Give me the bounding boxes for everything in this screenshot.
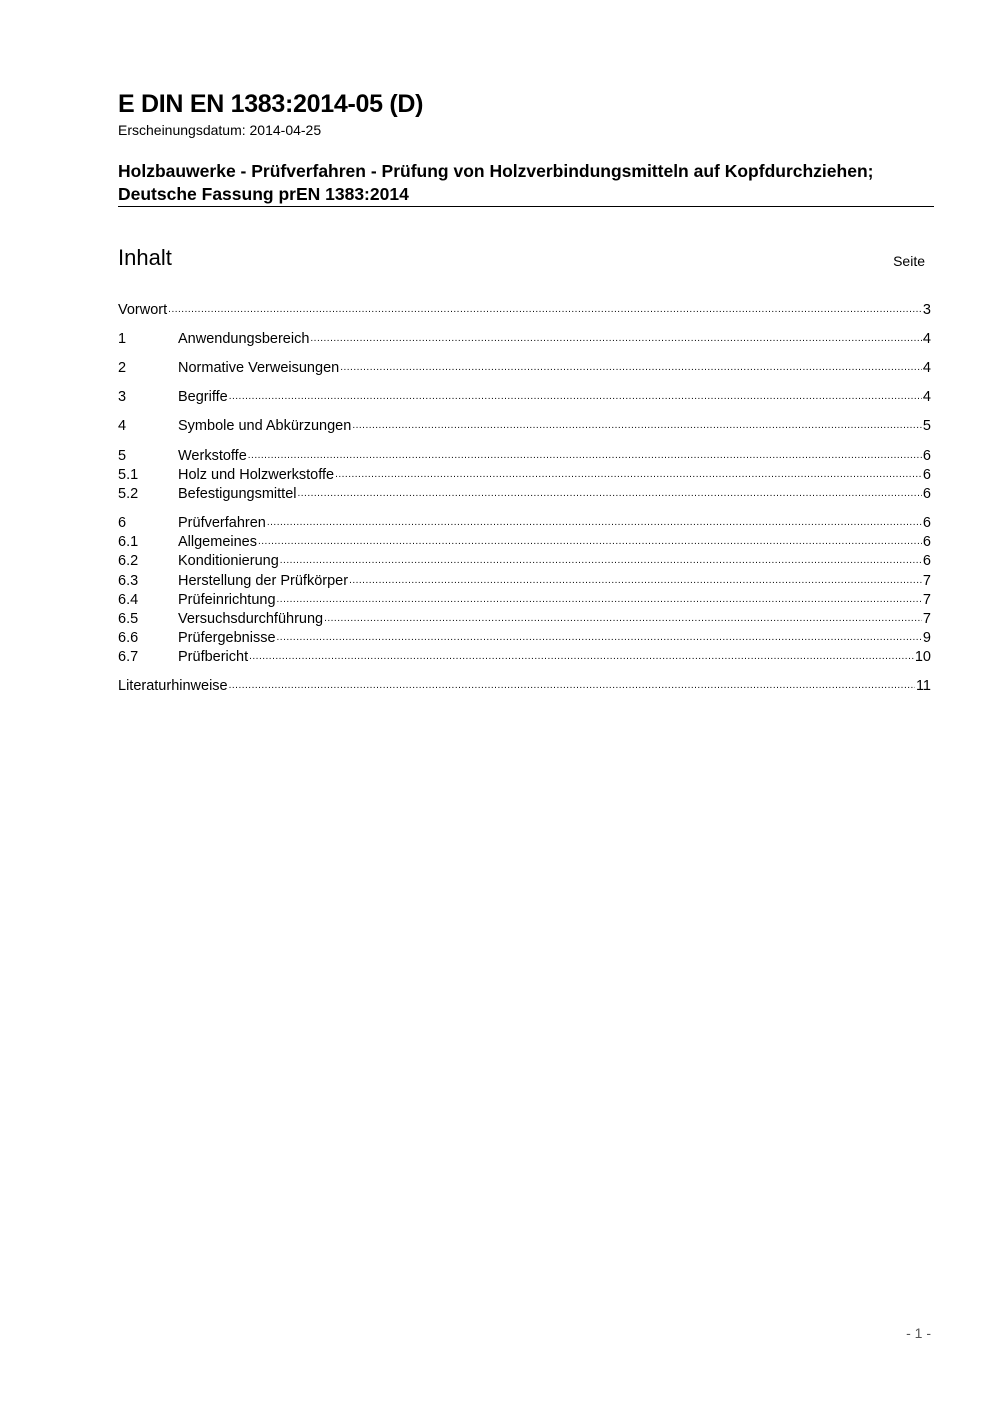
toc-leader-dots: [249, 647, 914, 667]
toc-leader-dots: [258, 532, 922, 552]
toc-entry-number: 4: [118, 418, 127, 434]
toc-entry-page: 6: [922, 553, 931, 569]
toc-entry-6-5[interactable]: [118, 610, 931, 629]
toc-entry-page: 11: [915, 678, 931, 694]
toc-entry-page: 6: [922, 534, 931, 550]
toc-entry-6[interactable]: [118, 514, 931, 533]
toc-entry-1[interactable]: [118, 330, 931, 349]
toc-leader-dots: [229, 387, 922, 407]
publication-date: Erscheinungsdatum: 2014-04-25: [118, 122, 322, 138]
toc-entry-page: 5: [922, 418, 931, 434]
toc-entry-page: 4: [922, 360, 931, 376]
toc-entry-text: Holz und Holzwerkstoffe: [178, 467, 335, 483]
toc-entry-number: 6.6: [118, 630, 139, 646]
toc-leader-dots: [352, 416, 922, 436]
toc-entry-page: 6: [922, 448, 931, 464]
toc-leader-dots: [324, 609, 922, 629]
toc-entry-text: Normative Verweisungen: [178, 360, 340, 376]
toc-entry-number: 6.5: [118, 611, 139, 627]
toc-entry-text: Anwendungsbereich: [178, 331, 310, 347]
toc-entry-text: Befestigungsmittel: [178, 486, 297, 502]
toc-entry-text: Versuchsdurchführung: [178, 611, 324, 627]
toc-entry-text: Werkstoffe: [178, 448, 247, 464]
toc-entry-number: 5.2: [118, 486, 139, 502]
page-number: - 1 -: [906, 1325, 931, 1341]
toc-entry-text: Prüfeinrichtung: [178, 592, 276, 608]
toc-entry-number: 6.1: [118, 534, 139, 550]
toc-leader-dots: [248, 446, 922, 466]
toc-entry-number: 3: [118, 389, 127, 405]
toc-entry-6-3[interactable]: [118, 572, 931, 591]
toc-entry-number: 2: [118, 360, 127, 376]
toc-leader-dots: [310, 329, 922, 349]
toc-leader-dots: [277, 590, 922, 610]
toc-entry-number: 1: [118, 331, 127, 347]
toc-entry-page: 10: [914, 649, 931, 665]
document-subject: Holzbauwerke - Prüfverfahren - Prüfung von Holzverbindungsmitteln auf Kopfdurchziehen; Deutsche Fassung prEN 1383:2014: [118, 161, 874, 204]
toc-entry-3[interactable]: [118, 388, 931, 407]
toc-entry-page: 4: [922, 331, 931, 347]
toc-entry-number: 5: [118, 448, 127, 464]
toc-leader-dots: [349, 571, 922, 591]
toc-entry-page: 3: [922, 302, 931, 318]
toc-entry-number: 6: [118, 515, 127, 531]
toc-leader-dots: [229, 676, 915, 696]
toc-heading: Inhalt: [118, 245, 172, 270]
toc-entry-5[interactable]: [118, 447, 931, 466]
toc-entry-5-1[interactable]: [118, 466, 931, 485]
toc-leader-dots: [277, 628, 922, 648]
toc-entry-text: Konditionierung: [178, 553, 279, 569]
toc-entry-page: 4: [922, 389, 931, 405]
toc-leader-dots: [168, 300, 922, 320]
toc-entry-text: Vorwort: [118, 302, 168, 318]
toc-entry-text: Prüfverfahren: [178, 515, 266, 531]
toc-entry-text: Literaturhinweise: [118, 678, 228, 694]
toc-entry-page: 7: [922, 573, 931, 589]
toc-entry-number: 6.2: [118, 553, 139, 569]
toc-entry-text: Allgemeines: [178, 534, 257, 550]
toc-entry-text: Prüfbericht: [178, 649, 249, 665]
toc-entry-number: 5.1: [118, 467, 139, 483]
toc-entry-6-2[interactable]: [118, 552, 931, 571]
toc-leader-dots: [335, 465, 922, 485]
toc-entry-4[interactable]: [118, 417, 931, 436]
toc-leader-dots: [267, 513, 922, 533]
toc-entry-6-1[interactable]: [118, 533, 931, 552]
toc-entry-text: Herstellung der Prüfkörper: [178, 573, 349, 589]
toc-entry-6-7[interactable]: [118, 648, 931, 667]
toc-entry-page: 6: [922, 515, 931, 531]
toc-leader-dots: [340, 358, 922, 378]
toc-entry-number: 6.4: [118, 592, 139, 608]
toc-entry-6-6[interactable]: [118, 629, 931, 648]
toc-entry-page: 6: [922, 486, 931, 502]
toc-page-column-label: Seite: [893, 253, 925, 269]
toc-entry-5-2[interactable]: [118, 485, 931, 504]
toc-entry-text: Symbole und Abkürzungen: [178, 418, 352, 434]
document-title: E DIN EN 1383:2014-05 (D): [118, 90, 424, 118]
header-divider: [118, 206, 934, 207]
toc-entry-literaturhinweise[interactable]: [118, 677, 931, 696]
toc-entry-page: 7: [922, 611, 931, 627]
toc-entry-vorwort[interactable]: [118, 301, 931, 320]
toc-entry-number: 6.7: [118, 649, 139, 665]
toc-entry-page: 6: [922, 467, 931, 483]
toc-entry-6-4[interactable]: [118, 591, 931, 610]
toc-leader-dots: [280, 551, 922, 571]
toc-entry-text: Begriffe: [178, 389, 228, 405]
toc-entry-text: Prüfergebnisse: [178, 630, 276, 646]
toc-leader-dots: [297, 484, 921, 504]
toc-entry-page: 7: [922, 592, 931, 608]
toc-entry-2[interactable]: [118, 359, 931, 378]
toc-entry-page: 9: [922, 630, 931, 646]
toc-entry-number: 6.3: [118, 573, 139, 589]
